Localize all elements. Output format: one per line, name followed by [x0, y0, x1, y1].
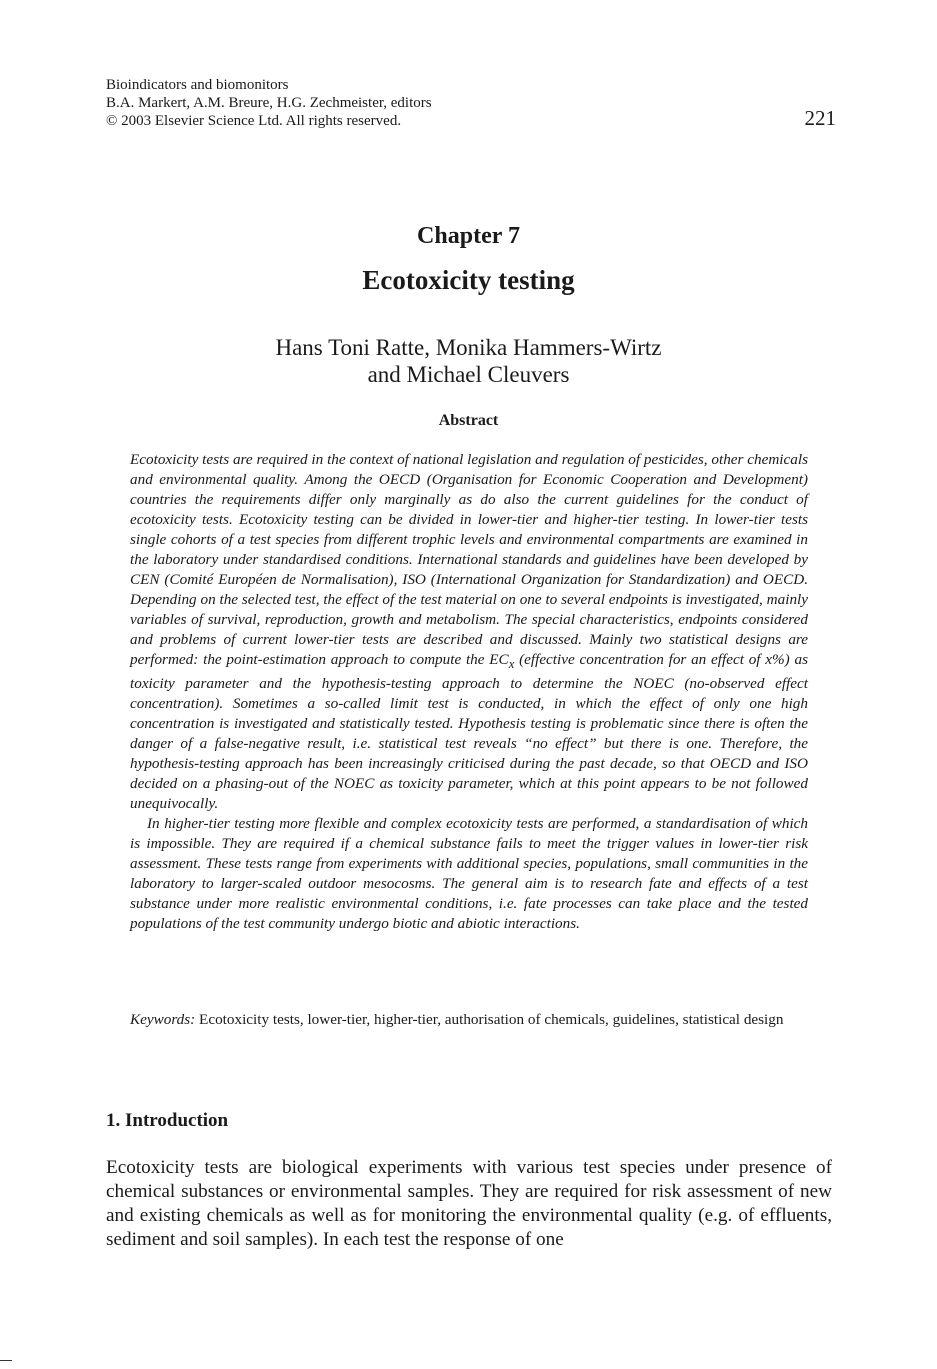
introduction-paragraph: Ecotoxicity tests are biological experiments with various test species under presence of chemical substances or environmental samples. They are required for risk assessment of new and existing chemicals as well as for monitoring the environmental quality (e.g. of effluents, sediment and soil samples). In each test the response of one [106, 1157, 832, 1250]
introduction-body [106, 1156, 832, 1252]
abstract-paragraph-1 [130, 450, 808, 814]
chapter-title: Ecotoxicity testing [362, 265, 575, 295]
header-line-title: Bioindicators and biomonitors [106, 77, 289, 93]
authors [0, 334, 937, 388]
authors-line-1: Hans Toni Ratte, Monika Hammers-Wirtz [275, 335, 662, 360]
abstract-heading: Abstract [438, 412, 499, 429]
keywords-text: Ecotoxicity tests, lower-tier, higher-tier, authorisation of chemicals, guidelines, statistical design [195, 1011, 784, 1028]
keywords [130, 1010, 808, 1030]
book-header [106, 76, 836, 130]
abstract-body [130, 450, 808, 934]
keywords-label: Keywords: [130, 1011, 196, 1028]
abstract-p1-part-b: (effective concentration for an effect of x%) as toxicity parameter and the hypothesis-testing approach to determine the NOEC (no-observed effect concentration). Sometimes a so-called limit test is conducted, in which the effect of only one high concentration is investigated and statistically tested. Hypothesis testing is problematic since there is often the danger of a false-negative result, i.e. statistical test reveals “no effect” but there is one. Therefore, the hypothesis-testing approach has been increasingly criticised during the past decade, so that OECD and ISO decided on a phasing-out of the NOEC as toxicity parameter, which at this point appears to be not followed unequivocally. [130, 651, 808, 813]
header-line-copyright: © 2003 Elsevier Science Ltd. All rights reserved. [106, 113, 402, 129]
abstract-paragraph-2: In higher-tier testing more flexible and complex ecotoxicity tests are performed, a standardisation of which is impossible. They are required if a chemical substance fails to meet the trigger values in lower-tier risk assessment. These tests range from experiments with additional species, populations, small communities in the laboratory to larger-scaled outdoor mesocosms. The general aim is to research fate and effects of a test substance under more realistic environmental conditions, i.e. fate processes can take place and the tested populations of the test community undergo biotic and abiotic interactions. [130, 815, 808, 933]
abstract-p1-part-a: Ecotoxicity tests are required in the context of national legislation and regulation of pesticides, other chemicals and environmental quality. Among the OECD (Organisation for Economic Cooperation and Development) countries the requirements differ only marginally as do also the current guidelines for the conduct of ecotoxicity tests. Ecotoxicity testing can be divided in lower-tier and higher-tier testing. In lower-tier tests single cohorts of a test species from different trophic levels and environmental compartments are examined in the laboratory under standardised conditions. International standards and guidelines have been developed by CEN (Comité Européen de Normalisation), ISO (International Organization for Standardization) and OECD. Depending on the selected test, the effect of the test material on one to several endpoints is investigated, mainly variables of survival, reproduction, growth and metabolism. The special characteristics, endpoints considered and problems of current lower-tier tests are described and discussed. Mainly two statistical designs are performed: the point-estimation approach to compute the EC [130, 451, 808, 668]
authors-line-2: and Michael Cleuvers [367, 362, 570, 387]
abstract-p1-subscript: x [508, 657, 515, 672]
section-heading-introduction: 1. Introduction [106, 1110, 229, 1131]
footer-mark [0, 1360, 12, 1361]
page-number: 221 [804, 106, 836, 130]
header-line-editors: B.A. Markert, A.M. Breure, H.G. Zechmeister, editors [106, 95, 432, 111]
chapter-label: Chapter 7 [417, 223, 520, 249]
